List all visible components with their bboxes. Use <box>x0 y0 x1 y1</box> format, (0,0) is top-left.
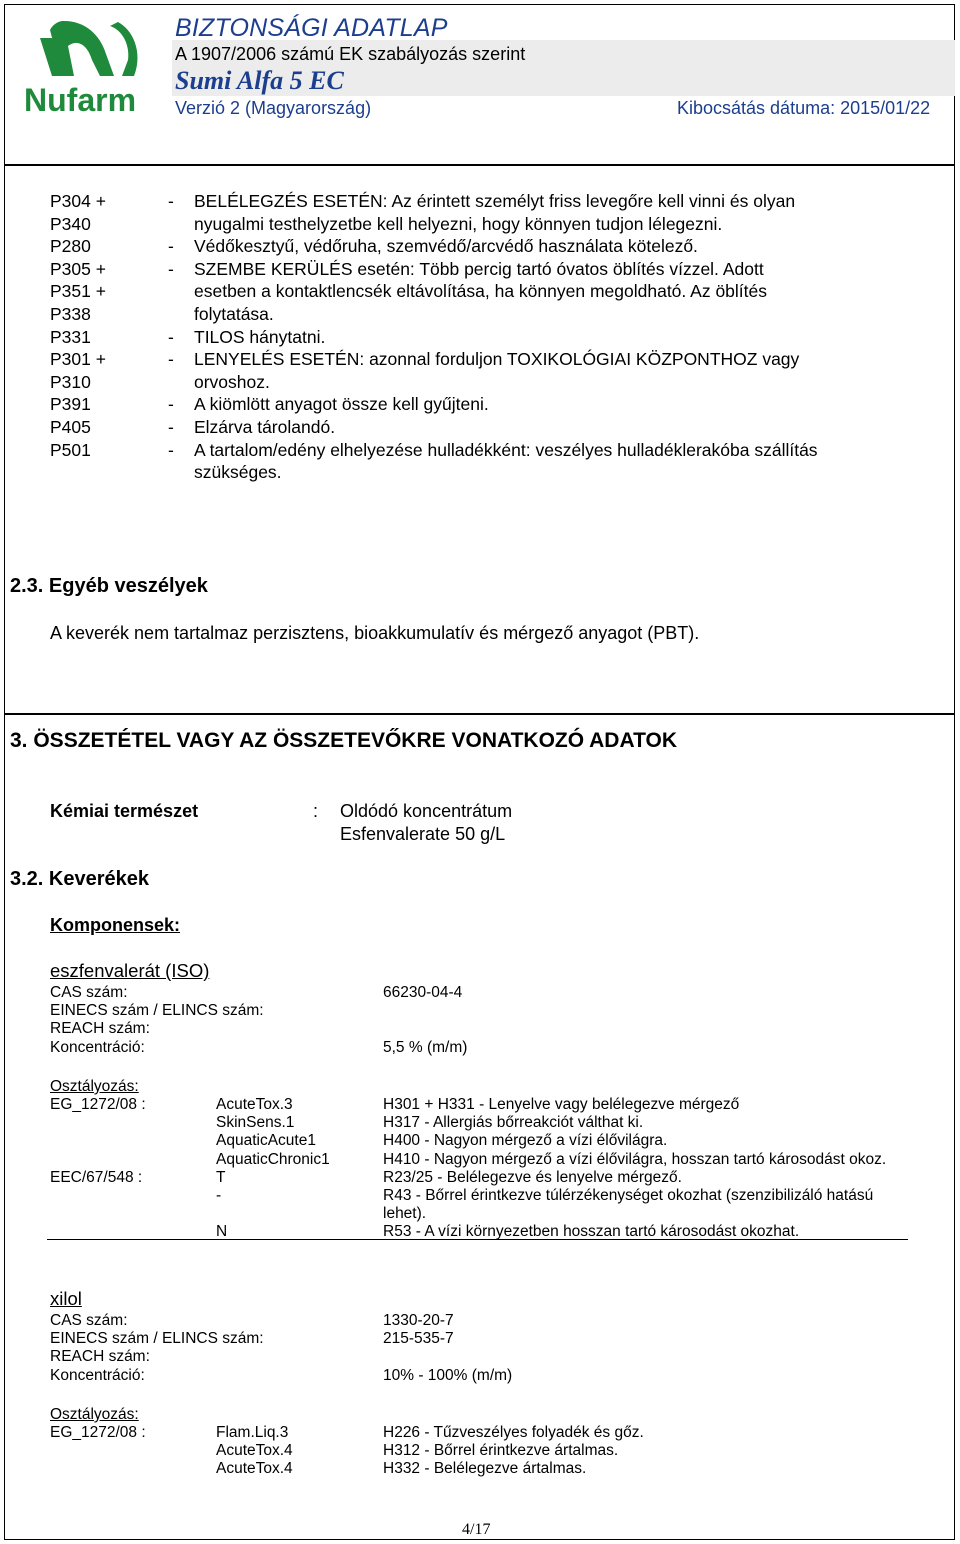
version-label: Verzió 2 (Magyarország) <box>175 98 372 118</box>
cas-label: CAS szám: <box>50 1312 128 1329</box>
chemical-nature-label: Kémiai természet <box>50 801 199 821</box>
p-statement-text: szükséges. <box>194 462 282 483</box>
hazard-statement: H332 - Belélegezve ártalmas. <box>383 1460 587 1478</box>
einecs-label: EINECS szám / ELINCS szám: <box>50 1002 264 1020</box>
mixtures-heading: 3.2. Keverékek <box>10 868 150 890</box>
einecs-label: EINECS szám / ELINCS szám: <box>50 1330 264 1348</box>
classification-label: Osztályozás: <box>50 1078 139 1095</box>
cas-value: 66230-04-4 <box>383 984 463 1001</box>
chemical-nature-value: Oldódó koncentrátum <box>340 801 513 821</box>
hazard-category: T <box>216 1168 226 1186</box>
p-statement-code: P331 <box>50 326 91 347</box>
hazard-category: SkinSens.1 <box>216 1114 295 1132</box>
p-statement-bullet: - <box>168 417 174 437</box>
p-statement-code: P405 <box>50 417 91 437</box>
hazard-category: AcuteTox.4 <box>216 1442 293 1460</box>
hazard-statement: H317 - Allergiás bőrreakciót válthat ki. <box>383 1114 644 1132</box>
section-divider <box>5 713 955 715</box>
reach-label: REACH szám: <box>50 1348 150 1366</box>
p-statement-text: A kiömlött anyagot össze kell gyűjteni. <box>194 394 489 415</box>
hazard-category: - <box>216 1187 222 1204</box>
p-statement-bullet: - <box>168 439 174 460</box>
p-statement-code: P305 + <box>50 258 106 279</box>
hazard-statement: H301 + H331 - Lenyelve vagy belélegezve mérgező <box>383 1096 740 1113</box>
hazard-category: AquaticChronic1 <box>216 1150 330 1168</box>
cas-label: CAS szám: <box>50 984 128 1001</box>
p-statement-text: TILOS hánytatni. <box>194 326 326 347</box>
chemical-nature-value-2: Esfenvalerate 50 g/L <box>340 824 506 844</box>
logo-brand-text: Nufarm <box>24 82 137 118</box>
section-3-heading: 3. ÖSSZETÉTEL VAGY AZ ÖSSZETEVŐKRE VONATKOZÓ ADATOK <box>10 729 678 752</box>
components-label: Komponensek: <box>50 915 181 935</box>
p-statement-text: Elzárva tárolandó. <box>194 417 336 437</box>
classification-regulation: EEC/67/548 : <box>50 1168 143 1186</box>
product-name: Sumi Alfa 5 EC <box>175 66 344 95</box>
p-statement-text: LENYELÉS ESETÉN: azonnal forduljon TOXIKOLÓGIAI KÖZPONTHOZ vagy <box>194 349 800 370</box>
classification-regulation: EG_1272/08 : <box>50 1096 146 1113</box>
p-statement-code: P338 <box>50 304 91 324</box>
reach-label: REACH szám: <box>50 1020 150 1038</box>
p-statement-code: P280 <box>50 236 91 257</box>
p-statement-bullet: - <box>168 258 174 279</box>
component-name: eszfenvalerát (ISO) <box>50 960 210 981</box>
p-statement-text: orvoshoz. <box>194 371 270 392</box>
nufarm-logo <box>22 16 150 120</box>
p-statement-text: Védőkesztyű, védőruha, szemvédő/arcvédő használata kötelező. <box>194 236 698 257</box>
p-statement-text: esetben a kontaktlencsék eltávolítása, ha könnyen megoldható. Az öblítés <box>194 281 768 302</box>
concentration-label: Koncentráció: <box>50 1366 145 1384</box>
p-statement-bullet: - <box>168 236 174 257</box>
hazard-statement: R53 - A vízi környezetben hosszan tartó károsodást okozhat. <box>383 1223 800 1241</box>
hazard-category: AcuteTox.4 <box>216 1460 293 1478</box>
p-statement-code: P351 + <box>50 281 106 302</box>
classification-regulation: EG_1272/08 : <box>50 1424 146 1441</box>
header-divider <box>5 164 955 166</box>
p-statement-code: P391 <box>50 394 91 415</box>
hazard-category: AcuteTox.3 <box>216 1096 293 1113</box>
concentration-value: 10% - 100% (m/m) <box>383 1366 513 1384</box>
p-statement-text: SZEMBE KERÜLÉS esetén: Több percig tartó óvatos öblítés vízzel. Adott <box>194 258 764 279</box>
page-number: 4/17 <box>462 1521 491 1538</box>
hazard-statement: H400 - Nagyon mérgező a vízi élővilágra. <box>383 1132 668 1150</box>
issue-date: Kibocsátás dátuma: 2015/01/22 <box>677 98 931 118</box>
component-divider <box>47 1239 908 1240</box>
hazard-statement: R23/25 - Belélegezve és lenyelve mérgező. <box>383 1168 682 1186</box>
p-statement-code: P301 + <box>50 349 106 370</box>
hazard-statement: H312 - Bőrrel érintkezve ártalmas. <box>383 1442 619 1460</box>
hazard-category: N <box>216 1223 228 1241</box>
p-statement-text: folytatása. <box>194 304 274 324</box>
cas-value: 1330-20-7 <box>383 1312 454 1329</box>
chemical-nature-colon: : <box>313 801 319 821</box>
classification-label: Osztályozás: <box>50 1406 139 1423</box>
hazard-statement: R43 - Bőrrel érintkezve túlérzékenységet okozhat (szenzibilizáló hatású <box>383 1187 874 1204</box>
p-statement-bullet: - <box>168 191 174 211</box>
document-title: BIZTONSÁGI ADATLAP <box>175 14 448 42</box>
concentration-label: Koncentráció: <box>50 1038 145 1056</box>
component-name: xilol <box>50 1288 82 1309</box>
section-2-3-text: A keverék nem tartalmaz perzisztens, bioakkumulatív és mérgező anyagot (PBT). <box>50 623 700 643</box>
concentration-value: 5,5 % (m/m) <box>383 1038 468 1056</box>
hazard-category: Flam.Liq.3 <box>216 1424 289 1441</box>
p-statement-text: BELÉLEGZÉS ESETÉN: Az érintett személyt friss levegőre kell vinni és olyan <box>194 191 796 211</box>
p-statement-bullet: - <box>168 349 174 370</box>
p-statement-text: nyugalmi testhelyzetbe kell helyezni, hogy könnyen tudjon lélegezni. <box>194 213 723 234</box>
p-statement-bullet: - <box>168 326 174 347</box>
einecs-value: 215-535-7 <box>383 1330 454 1348</box>
p-statement-code: P340 <box>50 213 91 234</box>
hazard-statement: lehet). <box>383 1205 427 1223</box>
p-statement-bullet: - <box>168 394 174 415</box>
p-statement-code: P310 <box>50 371 91 392</box>
regulation-line: A 1907/2006 számú EK szabályozás szerint <box>175 44 526 64</box>
section-2-3-heading: 2.3. Egyéb veszélyek <box>10 575 208 597</box>
hazard-statement: H226 - Tűzveszélyes folyadék és gőz. <box>383 1424 644 1441</box>
hazard-statement: H410 - Nagyon mérgező a vízi élővilágra, hosszan tartó károsodást okoz. <box>383 1150 887 1168</box>
p-statement-text: A tartalom/edény elhelyezése hulladékként: veszélyes hulladéklerakóba szállítás <box>194 439 818 460</box>
p-statement-code: P304 + <box>50 191 106 211</box>
p-statement-code: P501 <box>50 439 91 460</box>
hazard-category: AquaticAcute1 <box>216 1132 316 1150</box>
